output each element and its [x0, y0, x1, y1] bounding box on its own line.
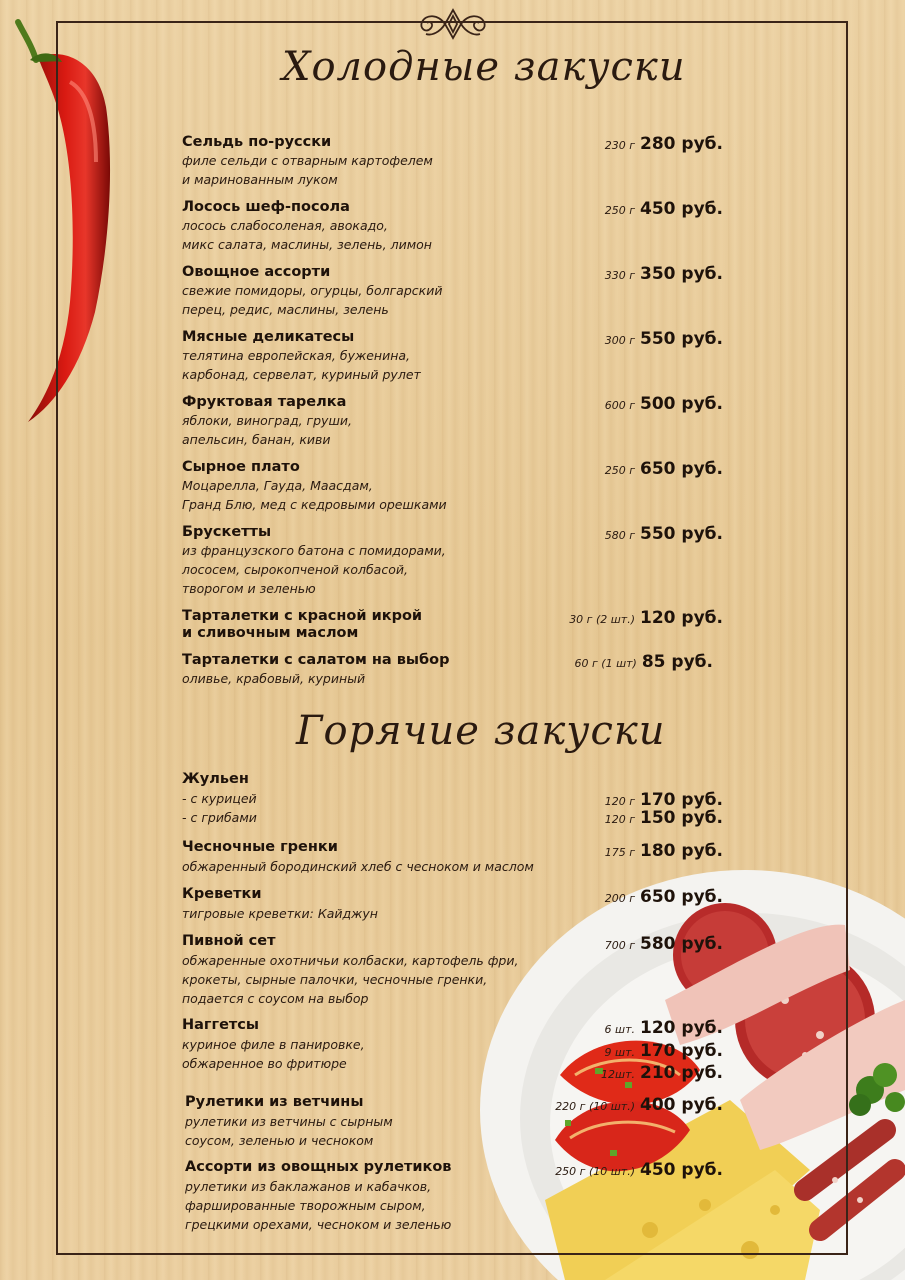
item-name: и сливочным маслом: [182, 625, 359, 641]
item-description: оливье, крабовый, куриный: [182, 671, 366, 686]
item-description: яблоки, виноград, груши,: [182, 413, 352, 428]
item-name: Фруктовая тарелка: [182, 394, 347, 410]
item-description: грецкими орехами, чесноком и зеленью: [185, 1217, 452, 1232]
item-price: 280 руб.: [640, 134, 723, 154]
item-description: - с грибами: [182, 810, 257, 825]
price-row: [605, 394, 723, 414]
price-row: [601, 1063, 723, 1083]
item-description: творогом и зеленью: [182, 581, 316, 596]
item-price: 180 руб.: [640, 841, 723, 861]
item-price: 400 руб.: [640, 1095, 723, 1115]
item-weight: 700 г: [604, 939, 636, 952]
item-name: Тарталетки с красной икрой: [182, 608, 423, 624]
item-weight: 6 шт.: [604, 1023, 636, 1036]
price-row: [605, 887, 723, 907]
price-row: [605, 1041, 723, 1061]
item-price: 120 руб.: [640, 1018, 723, 1038]
item-name: Брускетты: [182, 524, 272, 540]
item-weight: 330 г: [604, 269, 636, 282]
item-name: Наггетсы: [182, 1017, 260, 1033]
item-price: 120 руб.: [640, 608, 723, 628]
item-description: подается с соусом на выбор: [182, 991, 369, 1006]
item-price: 350 руб.: [640, 264, 723, 284]
item-weight: 120 г: [604, 795, 636, 808]
price-row: [605, 264, 723, 284]
menu-frame: [56, 21, 848, 1255]
item-description: - с курицей: [182, 791, 257, 806]
item-description: лосось слабосоленая, авокадо,: [182, 218, 388, 233]
item-price: 580 руб.: [640, 934, 723, 954]
item-weight: 30 г (2 шт.): [569, 613, 636, 626]
item-weight: 220 г (10 шт.): [555, 1100, 636, 1113]
price-row: [605, 134, 723, 154]
item-weight: 9 шт.: [604, 1046, 636, 1059]
item-weight: 250 г: [604, 464, 636, 477]
item-price: 450 руб.: [640, 199, 723, 219]
price-row: [575, 652, 713, 672]
price-row: [605, 329, 723, 349]
item-description: Моцарелла, Гауда, Маасдам,: [182, 478, 373, 493]
item-description: микс салата, маслины, зелень, лимон: [182, 237, 432, 252]
price-row: [555, 1160, 723, 1180]
item-description: филе сельди с отварным картофелем: [182, 153, 433, 168]
item-description: обжаренное во фритюре: [182, 1056, 347, 1071]
item-price: 150 руб.: [640, 808, 723, 828]
price-row: [605, 524, 723, 544]
item-price: 210 руб.: [640, 1063, 723, 1083]
item-weight: 250 г (10 шт.): [555, 1165, 636, 1178]
item-price: 170 руб.: [640, 790, 723, 810]
item-name: Чесночные гренки: [182, 839, 338, 855]
price-row: [605, 934, 723, 954]
item-name: Мясные деликатесы: [182, 329, 355, 345]
item-price: 85 руб.: [641, 652, 713, 672]
item-description: Гранд Блю, мед с кедровыми орешками: [182, 497, 447, 512]
item-weight: 600 г: [604, 399, 636, 412]
price-row: [555, 1095, 723, 1115]
item-name: Пивной сет: [182, 933, 276, 949]
item-weight: 300 г: [604, 334, 636, 347]
item-description: перец, редис, маслины, зелень: [182, 302, 389, 317]
item-description: куриное филе в панировке,: [182, 1037, 365, 1052]
item-name: Сельдь по-русски: [182, 134, 332, 150]
section-title-hot: Горячие закуски: [296, 708, 666, 754]
item-description: лососем, сырокопченой колбасой,: [182, 562, 408, 577]
price-row: [605, 459, 723, 479]
item-description: обжаренный бородинский хлеб с чесноком и маслом: [182, 859, 534, 874]
item-name: Ассорти из овощных рулетиков: [185, 1159, 452, 1175]
item-description: апельсин, банан, киви: [182, 432, 331, 447]
item-price: 550 руб.: [640, 524, 723, 544]
item-name: Креветки: [182, 886, 262, 902]
item-name: Жульен: [182, 771, 249, 787]
price-row: [605, 199, 723, 219]
item-weight: 580 г: [604, 529, 636, 542]
price-row: [569, 608, 723, 628]
item-description: из французского батона с помидорами,: [182, 543, 446, 558]
item-description: рулетики из ветчины с сырным: [185, 1114, 393, 1129]
item-price: 170 руб.: [640, 1041, 723, 1061]
item-weight: 250 г: [604, 204, 636, 217]
item-weight: 120 г: [604, 813, 636, 826]
item-weight: 60 г (1 шт): [574, 657, 637, 670]
item-name: Тарталетки с салатом на выбор: [182, 652, 450, 668]
item-description: и маринованным луком: [182, 172, 338, 187]
item-name: Овощное ассорти: [182, 264, 331, 280]
item-description: свежие помидоры, огурцы, болгарский: [182, 283, 443, 298]
item-description: карбонад, сервелат, куриный рулет: [182, 367, 421, 382]
price-row: [605, 1018, 723, 1038]
item-weight: 12шт.: [601, 1068, 636, 1081]
item-price: 450 руб.: [640, 1160, 723, 1180]
item-weight: 200 г: [604, 892, 636, 905]
item-price: 650 руб.: [640, 459, 723, 479]
price-row: [605, 841, 723, 861]
item-description: обжаренные охотничьи колбаски, картофель фри,: [182, 953, 519, 968]
item-name: Рулетики из ветчины: [185, 1094, 364, 1110]
item-description: рулетики из баклажанов и кабачков,: [185, 1179, 432, 1194]
item-weight: 175 г: [604, 846, 636, 859]
item-description: соусом, зеленью и чесноком: [185, 1133, 374, 1148]
item-description: тигровые креветки: Кайджун: [182, 906, 378, 921]
item-name: Лосось шеф-посола: [182, 199, 350, 215]
item-price: 550 руб.: [640, 329, 723, 349]
item-description: крокеты, сырные палочки, чесночные гренки,: [182, 972, 488, 987]
item-price: 650 руб.: [640, 887, 723, 907]
item-description: фаршированные творожным сыром,: [185, 1198, 426, 1213]
item-name: Сырное плато: [182, 459, 300, 475]
section-title-cold: Холодные закуски: [282, 44, 686, 90]
item-weight: 230 г: [604, 139, 636, 152]
item-price: 500 руб.: [640, 394, 723, 414]
price-row: [605, 808, 723, 828]
price-row: [605, 790, 723, 810]
item-description: телятина европейская, буженина,: [182, 348, 411, 363]
